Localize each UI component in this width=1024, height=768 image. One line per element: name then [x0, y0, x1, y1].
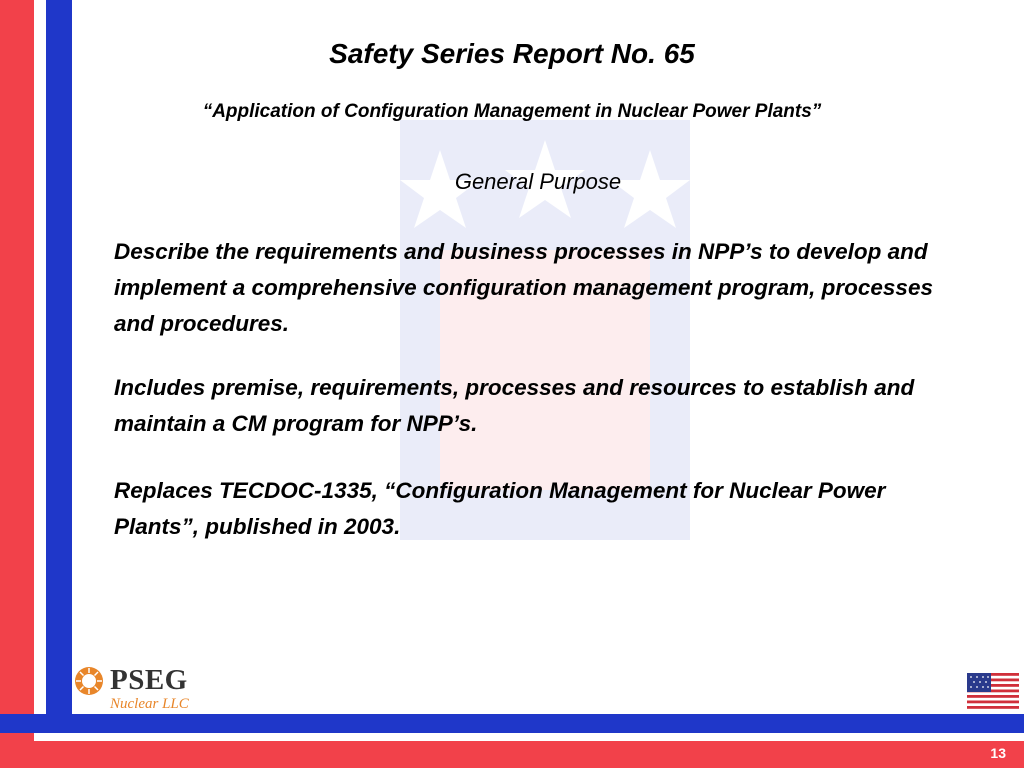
left-red-fill	[0, 733, 34, 741]
sunburst-icon	[74, 666, 104, 696]
logo-name: PSEG	[110, 664, 188, 696]
bottom-blue-band	[0, 714, 1024, 733]
slide-subtitle: “Application of Configuration Management in Nuclear Power Plants”	[202, 101, 822, 122]
page-number: 13	[990, 745, 1006, 761]
paragraph-includes: Includes premise, requirements, processes and resources to establish and maintain a CM program for NPP’s.	[114, 375, 915, 436]
paragraph-replaces: Replaces TECDOC-1335, “Configuration Management for Nuclear Power Plants”, published in 2003.	[114, 478, 886, 539]
logo-subtitle: Nuclear LLC	[110, 696, 189, 712]
paragraph-purpose: Describe the requirements and business processes in NPP’s to develop and implement a comprehensive configuration management program, processes and procedures.	[114, 239, 933, 336]
section-heading: General Purpose	[454, 169, 622, 194]
slide-title: Safety Series Report No. 65	[329, 38, 695, 69]
bottom-white-band	[0, 733, 1024, 741]
bottom-red-band	[0, 741, 1024, 768]
us-flag-icon	[967, 673, 1019, 709]
